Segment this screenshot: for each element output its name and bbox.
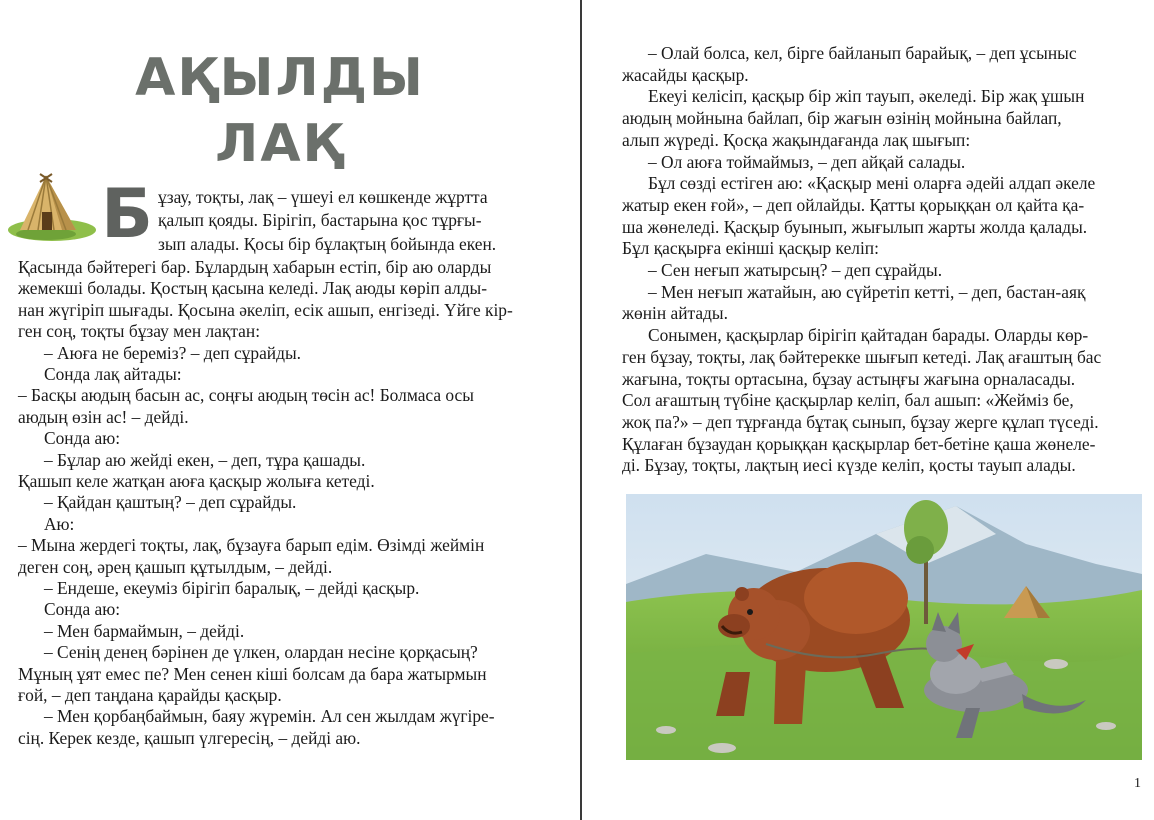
left-text-line: – Қайдан қаштың? – деп сұрайды. bbox=[44, 492, 297, 513]
left-text-line: – Ендеше, екеуміз бірігіп баралық, – дейді қасқыр. bbox=[44, 578, 420, 598]
right-text-line: жағына, тоқты ортасына, бұзау астыңғы жағына орналасады. bbox=[622, 368, 1076, 389]
right-text-line: Бұл сөзді естіген аю: «Қасқыр мені оларға әдейі алдап әкеле bbox=[648, 173, 1096, 194]
right-text-line: Сол ағаштың түбіне қасқырлар келіп, бал ашып: «Жейміз бе, bbox=[622, 390, 1074, 411]
right-text-line: жөнін айтады. bbox=[622, 303, 728, 324]
left-text-line: Сонда лақ айтады: bbox=[44, 364, 182, 384]
left-text-line: ұзау, тоқты, лақ – үшеуі ел көшкенде жұртта bbox=[158, 187, 488, 207]
drop-cap-letter: Б bbox=[101, 175, 153, 254]
right-text-line: жасайды қасқыр. bbox=[622, 64, 749, 85]
right-text-line: аюдың мойнына байлап, бір жағын өзінің мойнына байлап, bbox=[622, 108, 1062, 129]
right-text-line: Екеуі келісіп, қасқыр бір жіп тауып, әкеледі. Бір жақ ұшын bbox=[648, 86, 1085, 107]
right-text-line: Сонымен, қасқырлар бірігіп қайтадан барады. Оларды көр- bbox=[648, 325, 1089, 346]
right-text-line: – Мен неғып жатайын, аю сүйретіп кетті, – деп, бастан-аяқ bbox=[648, 281, 1086, 302]
left-text-line: Аю: bbox=[44, 513, 75, 534]
right-text-line: Бұл қасқырға екінші қасқыр келіп: bbox=[622, 238, 879, 259]
left-text-line: – Басқы аюдың басын ас, соңғы аюдың төсін ас! Болмаса осы bbox=[18, 385, 474, 406]
left-text-line: – Сенің денең бәрінен де үлкен, олардан несіне қорқасың? bbox=[44, 642, 478, 663]
left-text-line: ген соң, тоқты бұзау мен лақтан: bbox=[18, 321, 261, 342]
story-title-line-2: ЛАҚ bbox=[215, 114, 345, 174]
left-text-line: сің. Керек кезде, қашып үлгересің, – дейді аю. bbox=[18, 727, 361, 748]
left-text-line: нан жүгіріп шығады. Қосына әкеліп, есік ашып, енгізеді. Үйге кір- bbox=[18, 299, 513, 320]
left-text-line: – Мен қорбаңбаймын, баяу жүремін. Ал сен жылдам жүгіре- bbox=[44, 706, 495, 727]
left-text-line: аюдың өзін ас! – дейді. bbox=[18, 406, 189, 427]
left-text-line: Сонда аю: bbox=[44, 599, 121, 620]
left-text-line: – Мына жердегі тоқты, лақ, бұзауға барып едім. Өзімді жеймін bbox=[18, 535, 485, 556]
right-text-line: ша жөнеледі. Қасқыр буынып, жығылып жарты жолда қалады. bbox=[622, 216, 1088, 237]
left-text-line: Мұның ұят емес пе? Мен сенен кіші болсам да бара жатырмын bbox=[18, 663, 487, 684]
right-text-line: алып жүреді. Қосқа жақындағанда лақ шығып: bbox=[622, 129, 971, 150]
right-text-line: Құлаған бұзаудан қорыққан қасқырлар бет-бетіне қаша жөнеле- bbox=[622, 433, 1096, 454]
right-text-line: – Сен неғып жатырсың? – деп сұрайды. bbox=[648, 260, 943, 280]
left-text-line: – Мен бармаймын, – дейді. bbox=[44, 620, 245, 641]
left-text-line: ғой, – деп таңдана қарайды қасқыр. bbox=[18, 685, 282, 705]
right-text-line: – Ол аюға тоймаймыз, – деп айқай салады. bbox=[648, 151, 966, 172]
left-text-line: – Аюға не береміз? – деп сұрайды. bbox=[44, 342, 301, 363]
left-text-line: Сонда аю: bbox=[44, 428, 121, 449]
right-text-line: ген бұзау, тоқты, лақ бәйтерекке шығып кетеді. Лақ ағаштың бас bbox=[622, 346, 1102, 367]
left-text-line: қалып қояды. Бірігіп, бастарына қос тұрғы- bbox=[158, 210, 482, 231]
right-page bbox=[582, 0, 1154, 820]
left-text-line: деген соң, әрең қашып құтылдым, – дейді. bbox=[18, 556, 333, 577]
left-text-line: зып алады. Қосы бір бұлақтың бойында екен. bbox=[158, 233, 497, 254]
story-title-line-1: АҚЫЛДЫ bbox=[135, 48, 425, 108]
left-text-line: – Бұлар аю жейді екен, – деп, тұра қашады. bbox=[44, 449, 366, 470]
right-text-line: – Олай болса, кел, бірге байланып барайық, – деп ұсыныс bbox=[648, 43, 1077, 63]
right-text-line: жатыр екен ғой», – деп ойлайды. Қатты қорыққан ол қайта қа- bbox=[622, 194, 1085, 215]
left-text-line: жемекші болады. Қостың қасына келеді. Лақ аюды көріп алды- bbox=[18, 278, 488, 299]
hut-icon bbox=[6, 172, 98, 242]
page-number: 1 bbox=[1134, 776, 1141, 791]
right-text-line: ді. Бұзау, тоқты, лақтың иесі күзде келіп, қосты тауып алады. bbox=[622, 455, 1076, 476]
bear-wolf-illustration bbox=[626, 494, 1142, 760]
right-text-line: жоқ па?» – деп тұрғанда бұтақ сынып, бұзау жерге құлап түседі. bbox=[622, 411, 1099, 432]
left-text-line: Қасында бәйтерегі бар. Бұлардың хабарын естіп, бір аю оларды bbox=[18, 257, 492, 277]
left-text-line: Қашып келе жатқан аюға қасқыр жолыға кетеді. bbox=[18, 471, 375, 491]
